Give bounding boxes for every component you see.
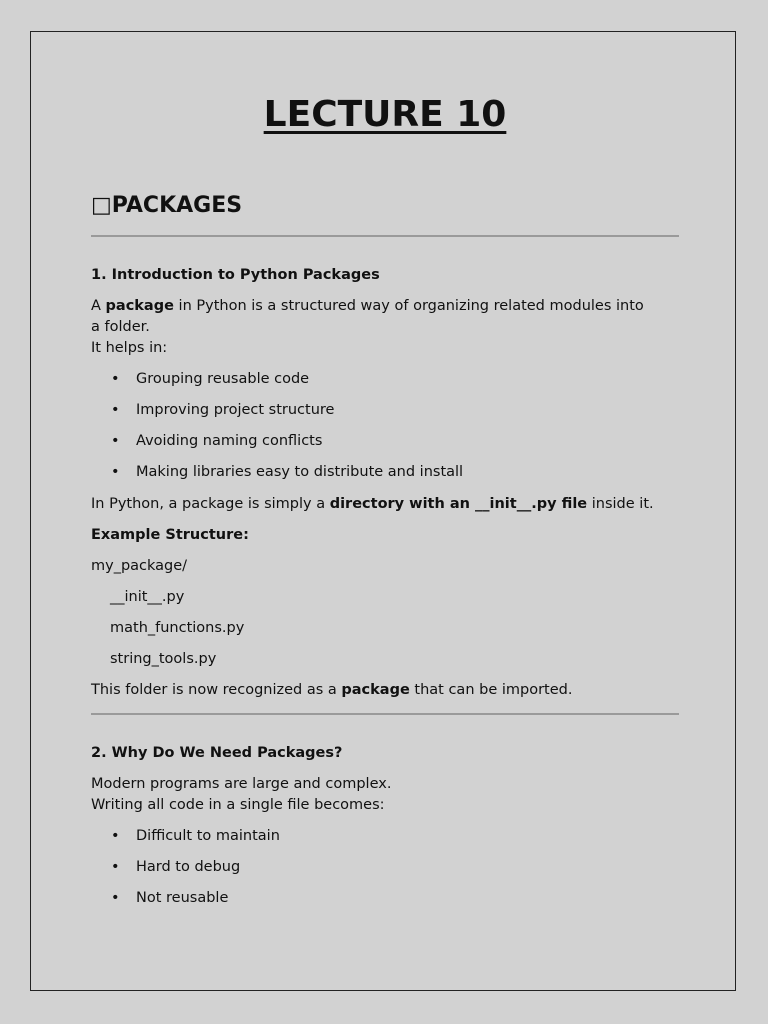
intro-text-2: in Python is a structured way of organizing related modules into (173, 298, 644, 314)
bullet-icon: • (111, 859, 120, 875)
s1-heading: 1. Introduction to Python Packages (91, 267, 380, 283)
structure-file: string_tools.py (110, 651, 217, 667)
example-label: Example Structure: (91, 527, 249, 543)
list-item-text: Improving project structure (136, 402, 335, 418)
helps-text: It helps in: (91, 340, 168, 356)
intro-text-3: a folder. (91, 319, 150, 335)
s2-line: Modern programs are large and complex. (91, 776, 392, 792)
recog-text: This folder is now recognized as a (91, 682, 342, 698)
structure-file: __init__.py (110, 589, 185, 605)
bullet-icon: • (111, 433, 120, 449)
structure-root: my_package/ (91, 558, 188, 574)
divider (91, 235, 679, 237)
list-item-text: Avoiding naming conflicts (136, 433, 323, 449)
intro-text: A (91, 298, 106, 314)
box-icon: □ (91, 193, 112, 218)
list-item-text: Making libraries easy to distribute and install (136, 464, 464, 480)
s2-heading: 2. Why Do We Need Packages? (91, 745, 343, 761)
s2-line: Writing all code in a single file becomes: (91, 797, 385, 813)
list-item-text: Hard to debug (136, 859, 241, 875)
section-title (91, 193, 242, 218)
list-item-text: Grouping reusable code (136, 371, 310, 387)
bullet-icon: • (111, 890, 120, 906)
section-label: PACKAGES (111, 193, 243, 218)
bullet-icon: • (111, 371, 120, 387)
bullet-icon: • (111, 402, 120, 418)
lecture-title: LECTURE 10 (263, 94, 507, 135)
list-item-text: Difficult to maintain (136, 828, 280, 844)
pkg-bold: directory with an __init__.py file (329, 496, 588, 512)
package-definition (91, 494, 654, 515)
bullet-icon: • (111, 828, 120, 844)
divider (91, 713, 679, 715)
recog-bold: package (341, 682, 410, 698)
document-page (30, 31, 736, 991)
recognized-text (91, 680, 572, 701)
recog-text-2: that can be imported. (409, 682, 573, 698)
structure-file: math_functions.py (110, 620, 245, 636)
list-item-text: Not reusable (136, 890, 229, 906)
bullet-icon: • (111, 464, 120, 480)
pkg-text: In Python, a package is simply a (91, 496, 330, 512)
pkg-text-2: inside it. (587, 496, 654, 512)
s2-intro (91, 774, 391, 816)
s1-intro (91, 296, 679, 359)
intro-bold: package (105, 298, 174, 314)
